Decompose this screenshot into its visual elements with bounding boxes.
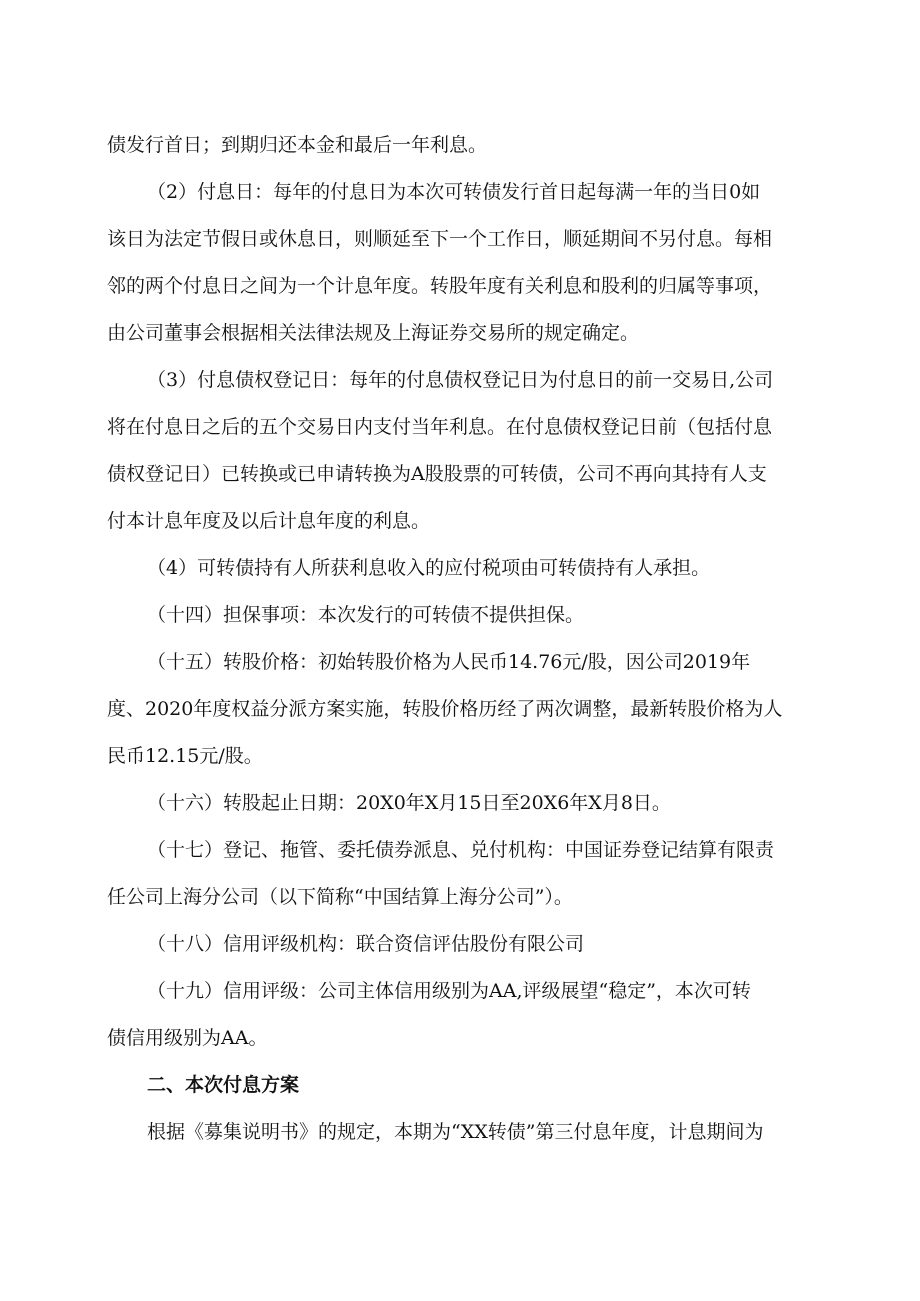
text-line: （2）付息日：每年的付息日为本次可转债发行首日起每满一年的当日0如 — [147, 181, 761, 203]
paragraph-conversion-period — [107, 780, 819, 827]
text-line: 由公司董事会根据相关法律法规及上海证券交易所的规定确定。 — [107, 322, 640, 344]
text-line: （十四）担保事项：本次发行的可转债不提供担保。 — [147, 604, 585, 626]
document-body — [107, 122, 819, 1156]
text-line: （十五）转股价格：初始转股价格为人民币14.76元/股，因公司2019年 — [147, 651, 751, 673]
text-line: 度、2020年度权益分派方案实施，转股价格历经了两次调整，最新转股价格为人 — [107, 698, 783, 720]
paragraph-registration-agency — [107, 827, 819, 921]
text-line: （十六）转股起止日期：20X0年X月15日至20X6年X月8日。 — [147, 792, 671, 814]
text-line: 民币12.15元/股。 — [107, 745, 263, 767]
paragraph-record-date — [107, 357, 819, 545]
paragraph-credit-rating — [107, 968, 819, 1062]
text-line: （3）付息债权登记日：每年的付息债权登记日为付息日的前一交易日,公司 — [147, 369, 774, 391]
paragraph-tax — [107, 545, 819, 592]
section-heading: 二、本次付息方案 — [147, 1074, 300, 1096]
paragraph-interest-plan — [107, 1109, 819, 1156]
text-line: 该日为法定节假日或休息日，则顺延至下一个工作日，顺延期间不另付息。每相 — [107, 228, 773, 250]
paragraph-guarantee — [107, 592, 819, 639]
paragraph-interest-repayment — [107, 122, 819, 169]
text-line: （十九）信用评级：公司主体信用级别为AA,评级展望“稳定”，本次可转 — [147, 980, 751, 1002]
text-line: 付本计息年度及以后计息年度的利息。 — [107, 510, 431, 532]
text-line: 将在付息日之后的五个交易日内支付当年利息。在付息债权登记日前（包括付息 — [107, 416, 773, 438]
text-line: 邻的两个付息日之间为一个计息年度。转股年度有关利息和股利的归属等事项， — [107, 275, 773, 297]
text-line: 债权登记日）已转换或已申请转换为A股股票的可转债，公司不再向其持有人支 — [107, 463, 767, 485]
text-line: （4）可转债持有人所获利息收入的应付税项由可转债持有人承担。 — [147, 557, 711, 579]
text-line: 债发行首日；到期归还本金和最后一年利息。 — [107, 134, 488, 156]
text-line: （十八）信用评级机构：联合资信评估股份有限公司 — [147, 933, 585, 955]
text-line: 债信用级别为AA。 — [107, 1027, 268, 1049]
text-line: 根据《募集说明书》的规定，本期为“XX转债”第三付息年度，计息期间为 — [147, 1121, 764, 1143]
paragraph-payment-date — [107, 169, 819, 357]
paragraph-rating-agency — [107, 921, 819, 968]
text-line: 任公司上海分公司（以下简称“中国结算上海分公司”）。 — [107, 886, 573, 908]
text-line: （十七）登记、拖管、委托债券派息、兑付机构：中国证券登记结算有限责 — [147, 839, 775, 861]
paragraph-conversion-price — [107, 639, 819, 780]
